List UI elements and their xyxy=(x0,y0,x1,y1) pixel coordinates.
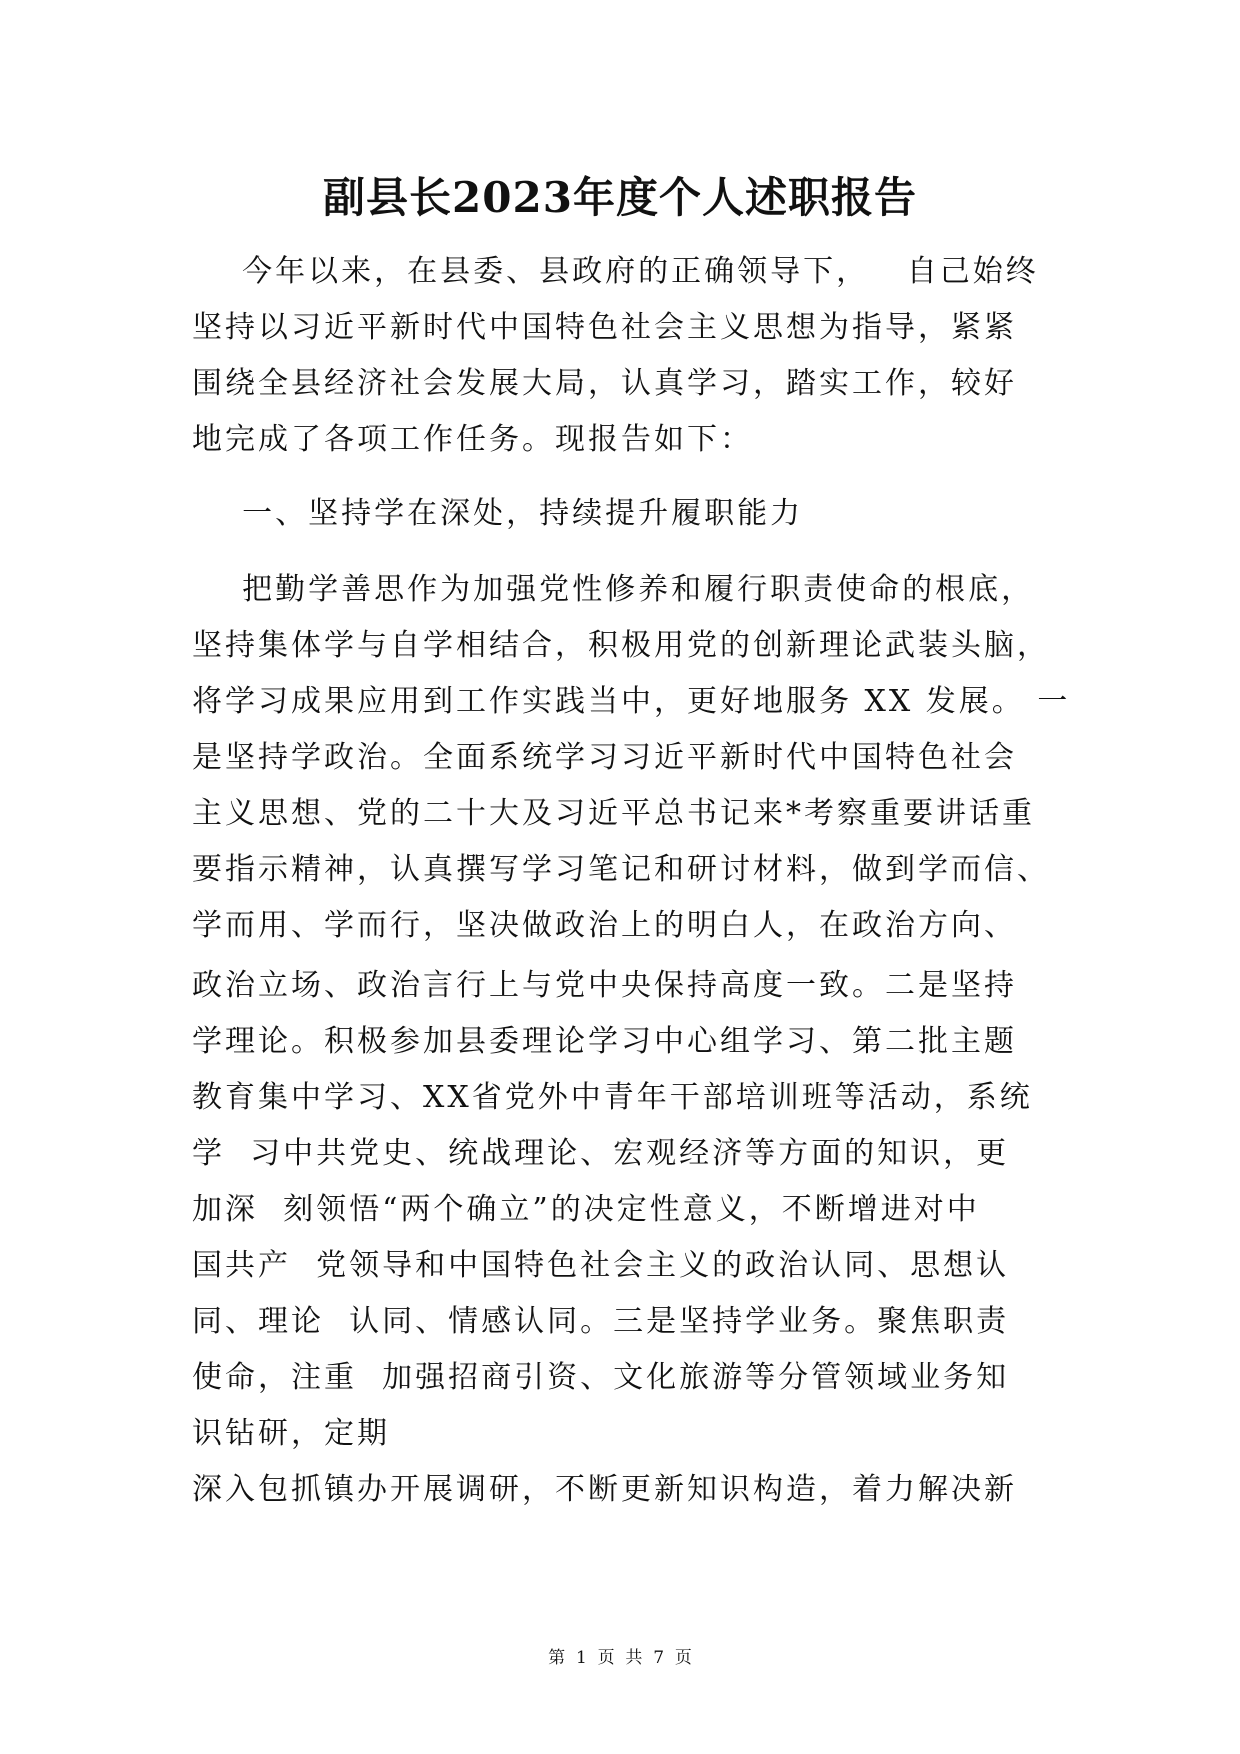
body-line: 政治立场、政治言行上与党中央保持高度一致。二是坚持 xyxy=(192,968,1017,1003)
body-line: 主义思想、党的二十大及习近平总书记来*考察重要讲话重 xyxy=(192,796,1035,831)
body-line: 学 习中共党史、统战理论、宏观经济等方面的知识，更 xyxy=(192,1136,1010,1171)
body-line: 教育集中学习、XX省党外中青年干部培训班等活动，系统 xyxy=(192,1080,1033,1115)
body-line: 地完成了各项工作任务。现报告如下： xyxy=(192,422,753,457)
body-line: 使命，注重 加强招商引资、文化旅游等分管领域业务知 xyxy=(192,1360,1010,1395)
body-line: 深入包抓镇办开展调研，不断更新知识构造，着力解决新 xyxy=(192,1472,1017,1507)
body-line: 今年以来，在县委、县政府的正确领导下， 自己始终 xyxy=(192,254,1039,289)
body-line: 坚持以习近平新时代中国特色社会主义思想为指导，紧紧 xyxy=(192,310,1017,345)
body-line: 学而用、学而行，坚决做政治上的明白人，在政治方向、 xyxy=(192,908,1017,943)
body-line: 同、理论 认同、情感认同。三是坚持学业务。聚焦职责 xyxy=(192,1304,1010,1339)
page-number-footer: 第 1 页 共 7 页 xyxy=(548,1648,692,1668)
body-line: 把勤学善思作为加强党性修养和履行职责使命的根底， xyxy=(192,572,1035,607)
body-line: 围绕全县经济社会发展大局，认真学习，踏实工作，较好 xyxy=(192,366,1017,401)
body-line: 国共产 党领导和中国特色社会主义的政治认同、思想认 xyxy=(192,1248,1010,1283)
section-heading: 一、坚持学在深处，持续提升履职能力 xyxy=(192,496,804,531)
body-line: 坚持集体学与自学相结合，积极用党的创新理论武装头脑， xyxy=(192,628,1050,663)
document-title: 副县长2023年度个人述职报告 xyxy=(323,173,917,222)
body-line: 加深 刻领悟“两个确立”的决定性意义，不断增进对中 xyxy=(192,1192,980,1227)
body-line: 识钻研，定期 xyxy=(192,1416,390,1451)
body-line: 是坚持学政治。全面系统学习习近平新时代中国特色社会 xyxy=(192,740,1017,775)
body-line: 学理论。积极参加县委理论学习中心组学习、第二批主题 xyxy=(192,1024,1017,1059)
body-line: 将学习成果应用到工作实践当中，更好地服务 XX 发展。 一 xyxy=(192,684,1071,719)
body-line: 要指示精神，认真撰写学习笔记和研讨材料，做到学而信、 xyxy=(192,852,1050,887)
